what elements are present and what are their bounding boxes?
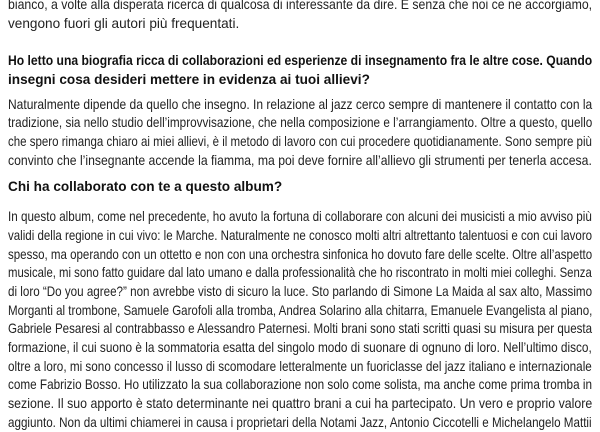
answer-paragraph-line: sezione. Il suo apporto è stato determinante nei quattro brani a cui ha partecipato. Un vero e proprio valore [8,396,593,411]
interview-question-line: insegni cosa desideri mettere in evidenza ai tuoi allievi? [8,72,370,87]
answer-paragraph-line: aggiunto. Non da ultimi chiamerei in causa i proprietari della Notami Jazz, Antonio Ciccotelli e Michelangelo Mattii [8,415,592,430]
interview-question-line: Chi ha collaborato con te a questo album? [8,179,283,194]
answer-paragraph-line: In questo album, come nel precedente, ho avuto la fortuna di collaborare con alcuni dei musicisti a mio avviso più [8,209,592,224]
answer-paragraph-line: musicale, mi sono fatto guidare dal lato umano e dalla professionalità che ho riscontrato in molti miei colleghi. Senza [8,265,592,280]
answer-paragraph-line: Morganti al trombone, Samuele Garofoli alla tromba, Andrea Solarino alla chitarra, Emanuele Evangelista al piano, [8,303,593,318]
answer-paragraph-line: che spero rimanga chiaro ai miei allievi, è il metodo di lavoro con cui procedere quotidianamente. Sono sempre più [8,134,592,149]
answer-paragraph-line: Naturalmente dipende da quello che insegno. In relazione al jazz cerco sempre di mantenere il contatto con la [8,97,593,112]
answer-paragraph-line: validi della regione in cui vivo: le Marche. Naturalmente ne conosco molti altri altrettanto talentuosi e con cui lavoro [8,228,593,243]
answer-paragraph-line: come Fabrizio Bosso. Ho utilizzato la sua collaborazione non solo come solista, ma anche come prima tromba in [8,377,592,392]
answer-paragraph-line: spesso, ma operando con un ottetto e non con una orchestra sinfonica ho dovuto fare delle scelte. Oltre all’aspetto [8,247,593,262]
answer-paragraph-line: formazione, il cui suono è la sommatoria esatta del singolo modo di suonare di ognuno di loro. Nell’ultimo disco, [8,340,592,355]
interview-question-line: Ho letto una biografia ricca di collaborazioni ed esperienze di insegnamento fra le altre cose. Quando [8,53,593,68]
answer-paragraph-line: convinto che l’insegnante accende la fiamma, ma poi deve fornire all’allievo gli strumenti per tenerla accesa. [8,153,592,168]
answer-paragraph-line: Gabriele Pesaresi al contrabbasso e Alessandro Paternesi. Molti brani sono stati scritti quasi su misura per questa [8,321,593,336]
answer-paragraph-line: oltre a loro, mi sono concesso il lusso di scomodare letteralmente un fuoriclasse del jazz italiano e internazionale [8,359,592,374]
answer-paragraph-line: di loro “Do you agree?” non avrebbe visto di sicuro la luce. Sto parlando di Simone La Maida al sax alto, Massimo [8,284,593,299]
answer-paragraph-line: tradizione, sia nello studio dell’improvvisazione, che nella composizione e l’arrangiamento. Oltre a questo, quello [8,115,593,130]
intro-paragraph-line: vengono fuori gli autori più frequentati. [8,16,240,31]
intro-paragraph-line: bianco, a volte alla disperata ricerca di qualcosa di interessante da dire. E senza che noi ce ne accorgiamo, [8,0,593,12]
